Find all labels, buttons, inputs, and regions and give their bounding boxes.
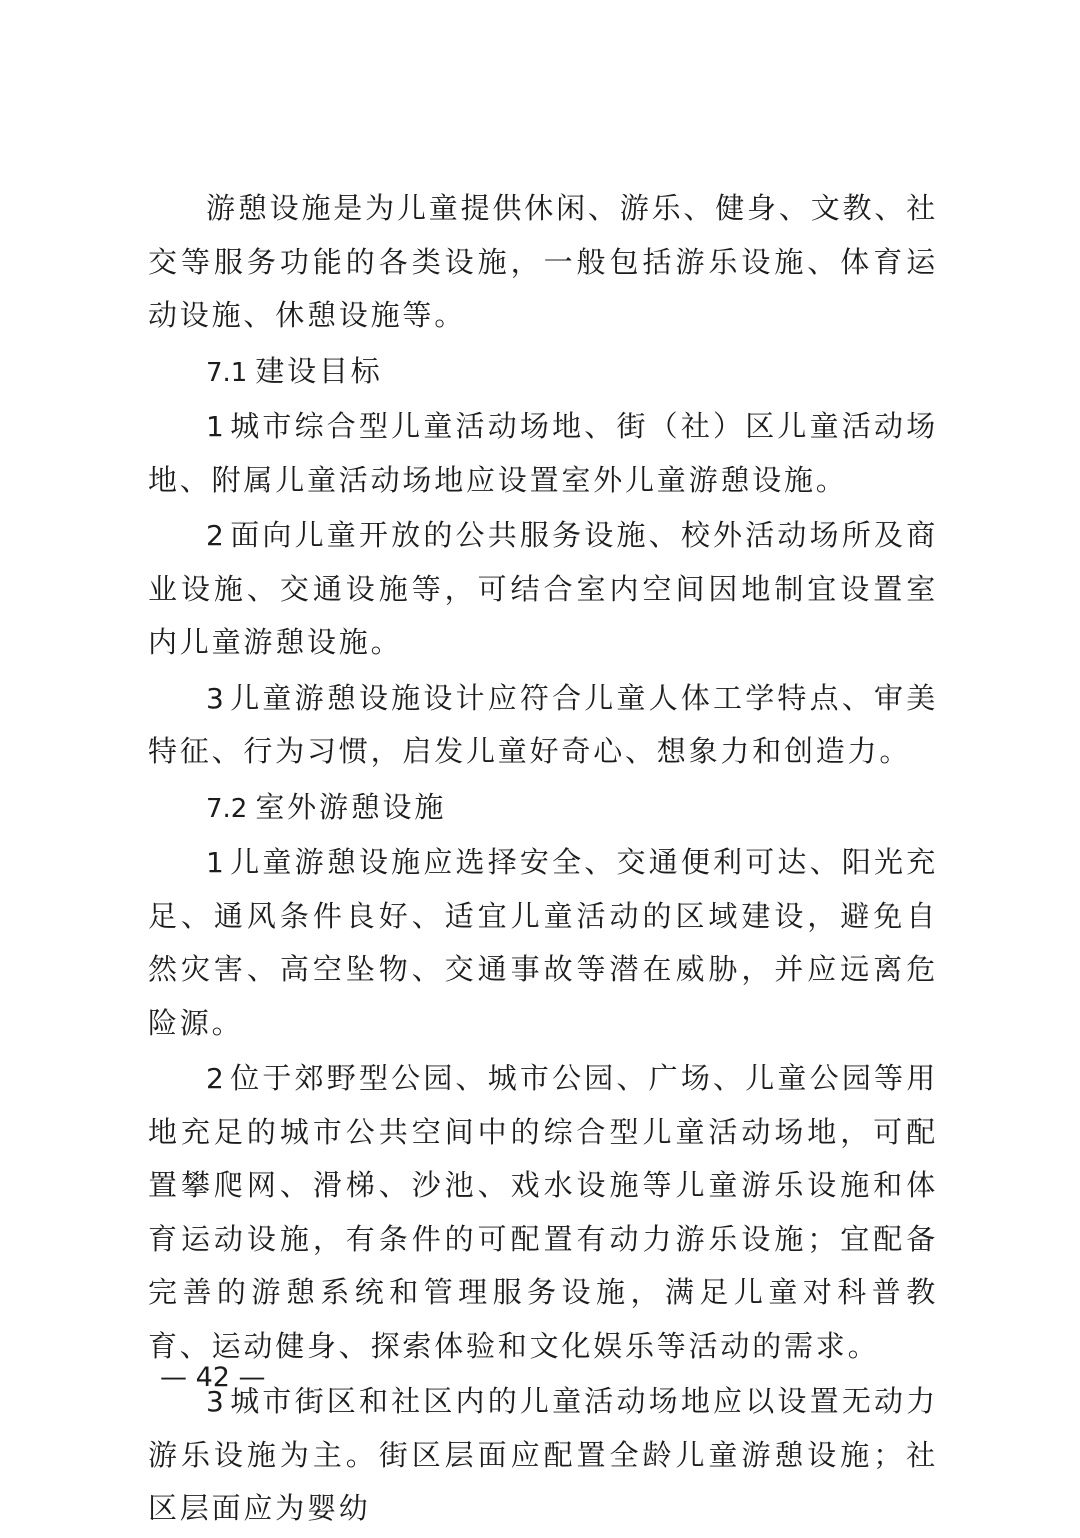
section-title: 室外游憩设施: [255, 789, 447, 824]
list-item: [148, 1052, 938, 1373]
list-item: [148, 672, 938, 779]
intro-paragraph: 游憩设施是为儿童提供休闲、游乐、健身、文教、社交等服务功能的各类设施，一般包括游乐设施、体育运动设施、休憩设施等。: [148, 191, 938, 332]
item-text: 儿童游憩设施设计应符合儿童人体工学特点、审美特征、行为习惯，启发儿童好奇心、想象力和创造力。: [148, 680, 938, 768]
list-item: [148, 509, 938, 670]
list-item: [148, 836, 938, 1050]
item-text: 城市街区和社区内的儿童活动场地应以设置无动力游乐设施为主。街区层面应配置全龄儿童游憩设施；社区层面应为婴幼: [148, 1384, 938, 1525]
item-number: 1: [206, 410, 224, 443]
item-text: 儿童游憩设施应选择安全、交通便利可达、阳光充足、通风条件良好、适宜儿童活动的区域建设，避免自然灾害、高空坠物、交通事故等潜在威胁，并应远离危险源。: [148, 845, 938, 1040]
item-number: 2: [206, 1062, 224, 1095]
item-number: 3: [206, 681, 224, 715]
list-item: [148, 400, 938, 507]
section-number: 7.1: [206, 357, 248, 388]
item-text: 位于郊野型公园、城市公园、广场、儿童公园等用地充足的城市公共空间中的综合型儿童活动场地，可配置攀爬网、滑梯、沙池、戏水设施等儿童游乐设施和体育运动设施，有条件的可配置有动力游乐设施；宜配备完善的游憩系统和管理服务设施，满足儿童对科普教育、运动健身、探索体验和文化娱乐等活动的需求。: [148, 1061, 938, 1363]
item-text: 城市综合型儿童活动场地、街（社）区儿童活动场地、附属儿童活动场地应设置室外儿童游憩设施。: [148, 409, 938, 497]
item-number: 2: [206, 519, 224, 552]
section-heading-7-1: [148, 345, 938, 401]
list-item: [148, 1375, 938, 1536]
item-text: 面向儿童开放的公共服务设施、校外活动场所及商业设施、交通设施等，可结合室内空间因地制宜设置室内儿童游憩设施。: [148, 518, 938, 659]
page-number: — 42 —: [160, 1362, 266, 1393]
section-title: 建设目标: [255, 353, 383, 388]
section-heading-7-2: [148, 781, 938, 837]
section-number: 7.2: [206, 793, 248, 824]
item-number: 3: [206, 1385, 224, 1418]
item-number: 1: [206, 846, 224, 879]
document-body: [148, 182, 938, 1538]
